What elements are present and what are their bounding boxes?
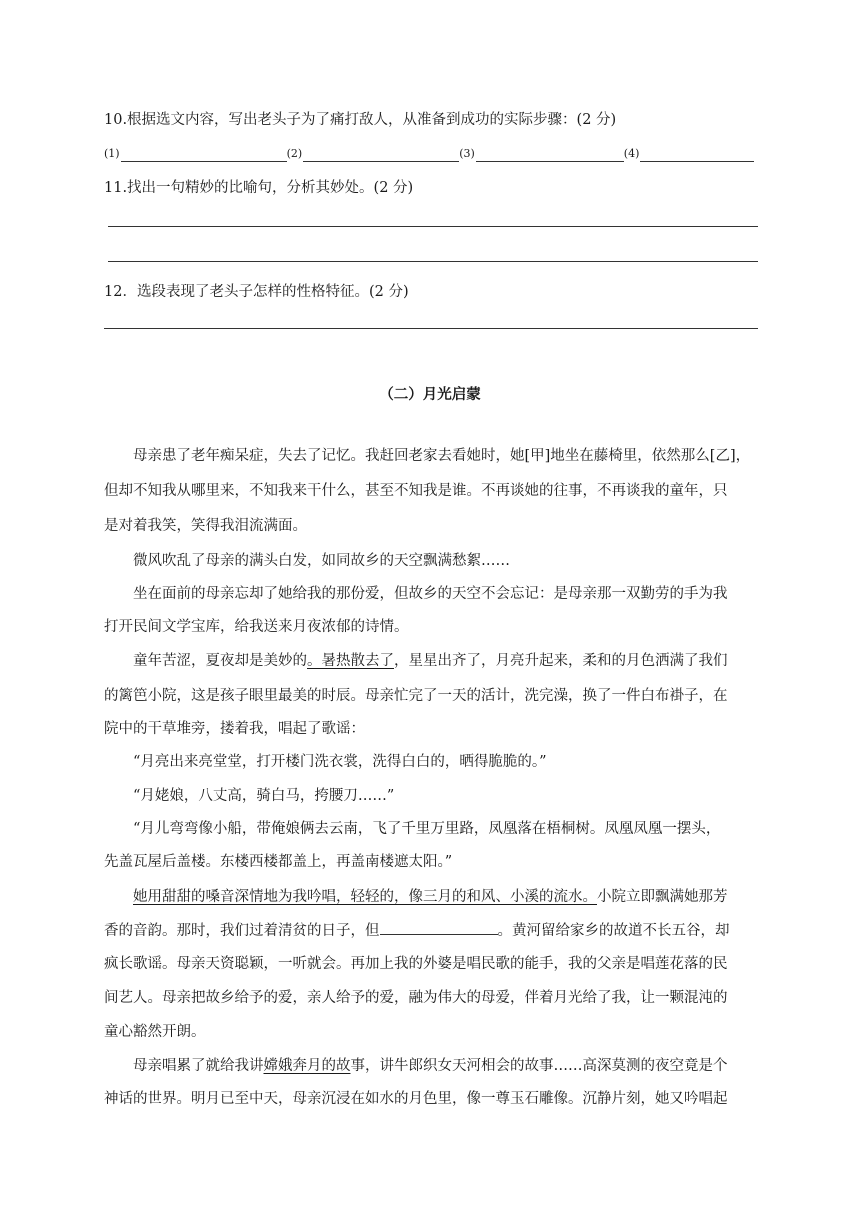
paragraph-3-line-2: 打开民间文学宝库，给我送来月夜浓郁的诗情。	[104, 619, 409, 635]
answer-blank-3[interactable]	[476, 147, 624, 162]
song-1: “月亮出来亮堂堂，打开楼门洗衣裳，洗得白白的，晒得脆脆的。”	[133, 754, 547, 770]
song-2: “月姥娘，八丈高，骑白马，挎腰刀……”	[133, 788, 395, 804]
answer-blank-2[interactable]	[303, 147, 459, 162]
paragraph-6-text-b: 事，讲牛郎织女天河相会的故事……高深莫测的夜空竟是个	[350, 1058, 728, 1074]
paragraph-3-line-1: 坐在面前的母亲忘却了她给我的那份爱，但故乡的天空不会忘记：是母亲那一双勤劳的手为我	[133, 586, 728, 602]
question-10-answer-row	[104, 146, 754, 162]
song-3-line-1: “月儿弯弯像小船，带俺娘俩去云南，飞了千里万里路，凤凰落在梧桐树。凤凰凤凰一摆头，	[133, 821, 721, 837]
question-10: 10.根据选文内容，写出老头子为了痛打敌人，从准备到成功的实际步骤：(2 分)	[104, 112, 617, 128]
question-12: 12．选段表现了老头子怎样的性格特征。(2 分)	[104, 284, 409, 300]
paragraph-4-line-3: 院中的干草堆旁，搂着我，唱起了歌谣：	[104, 721, 365, 737]
paragraph-1-line-2: 但却不知我从哪里来，不知我来干什么，甚至不知我是谁。不再谈她的往事，不再谈我的童年，只	[104, 483, 728, 499]
paragraph-5-text-c: 。黄河留给家乡的故道不长五谷，却	[497, 923, 730, 939]
paragraph-4-line-2: 的篱笆小院，这是孩子眼里最美的时辰。母亲忙完了一天的活计，洗完澡，换了一件白布褂子，在	[104, 688, 728, 704]
paragraph-6-line-2: 神话的世界。明月已至中天，母亲沉浸在如水的月色里，像一尊玉石雕像。沉静片刻，她又吟唱起	[104, 1091, 728, 1107]
underlined-phrase-heat: 。暑热散去了	[307, 653, 394, 669]
blank-label-1: (1)	[104, 147, 120, 160]
underlined-sentence-singing: 她用甜甜的嗓音深情地为我吟唱，轻轻的，像三月的和风、小溪的流水。	[133, 889, 597, 905]
blank-label-2: (2)	[286, 147, 303, 160]
paragraph-5-line-5: 童心豁然开朗。	[104, 1024, 206, 1040]
question-11: 11.找出一句精妙的比喻句，分析其妙处。(2 分)	[104, 180, 414, 196]
fill-in-blank[interactable]	[380, 920, 498, 935]
paragraph-5-line-2	[104, 920, 730, 941]
answer-line-11b[interactable]	[108, 261, 758, 262]
paragraph-6-text-a: 母亲唱累了就给我讲	[133, 1058, 264, 1074]
paragraph-1-line-3: 是对着我笑，笑得我泪流满面。	[104, 518, 307, 534]
paragraph-5-text-a: 香的音韵。那时，我们过着清贫的日子，但	[104, 923, 380, 939]
paragraph-4-line-1	[133, 651, 728, 671]
paragraph-5-line-1	[133, 887, 728, 907]
answer-line-11a[interactable]	[108, 226, 758, 227]
answer-blank-4[interactable]	[640, 147, 754, 162]
blank-label-4: (4)	[623, 147, 640, 160]
answer-blank-1[interactable]	[121, 147, 287, 162]
paragraph-2-line-1: 微风吹乱了母亲的满头白发，如同故乡的天空飘满愁絮……	[133, 553, 510, 569]
paragraph-4-text-a: 童年苦涩，夏夜却是美妙的	[133, 653, 307, 669]
paragraph-4-text-b: ，星星出齐了，月亮升起来，柔和的月色洒满了我们	[394, 653, 728, 669]
paragraph-5-text-b: 小院立即飘满她那芳	[597, 889, 728, 905]
blank-label-3: (3)	[459, 147, 475, 160]
section-title: （二）月光启蒙	[379, 387, 481, 403]
song-3-line-2: 先盖瓦屋后盖楼。东楼西楼都盖上，再盖南楼遮太阳。”	[104, 854, 453, 870]
answer-line-12[interactable]	[104, 328, 758, 329]
underlined-phrase-change: 嫦娥奔月的故	[263, 1058, 351, 1074]
paragraph-5-line-4: 间艺人。母亲把故乡给予的爱，亲人给予的爱，融为伟大的母爱，伴着月光给了我，让一颗混沌的	[104, 990, 728, 1006]
paragraph-1-line-1: 母亲患了老年痴呆症，失去了记忆。我赶回老家去看她时，她[甲]地坐在藤椅里，依然那么[乙]，	[133, 448, 751, 464]
paragraph-6-line-1	[133, 1056, 728, 1076]
paragraph-5-line-3: 疯长歌谣。母亲天资聪颖，一听就会。再加上我的外婆是唱民歌的能手，我的父亲是唱莲花落的民	[104, 956, 728, 972]
